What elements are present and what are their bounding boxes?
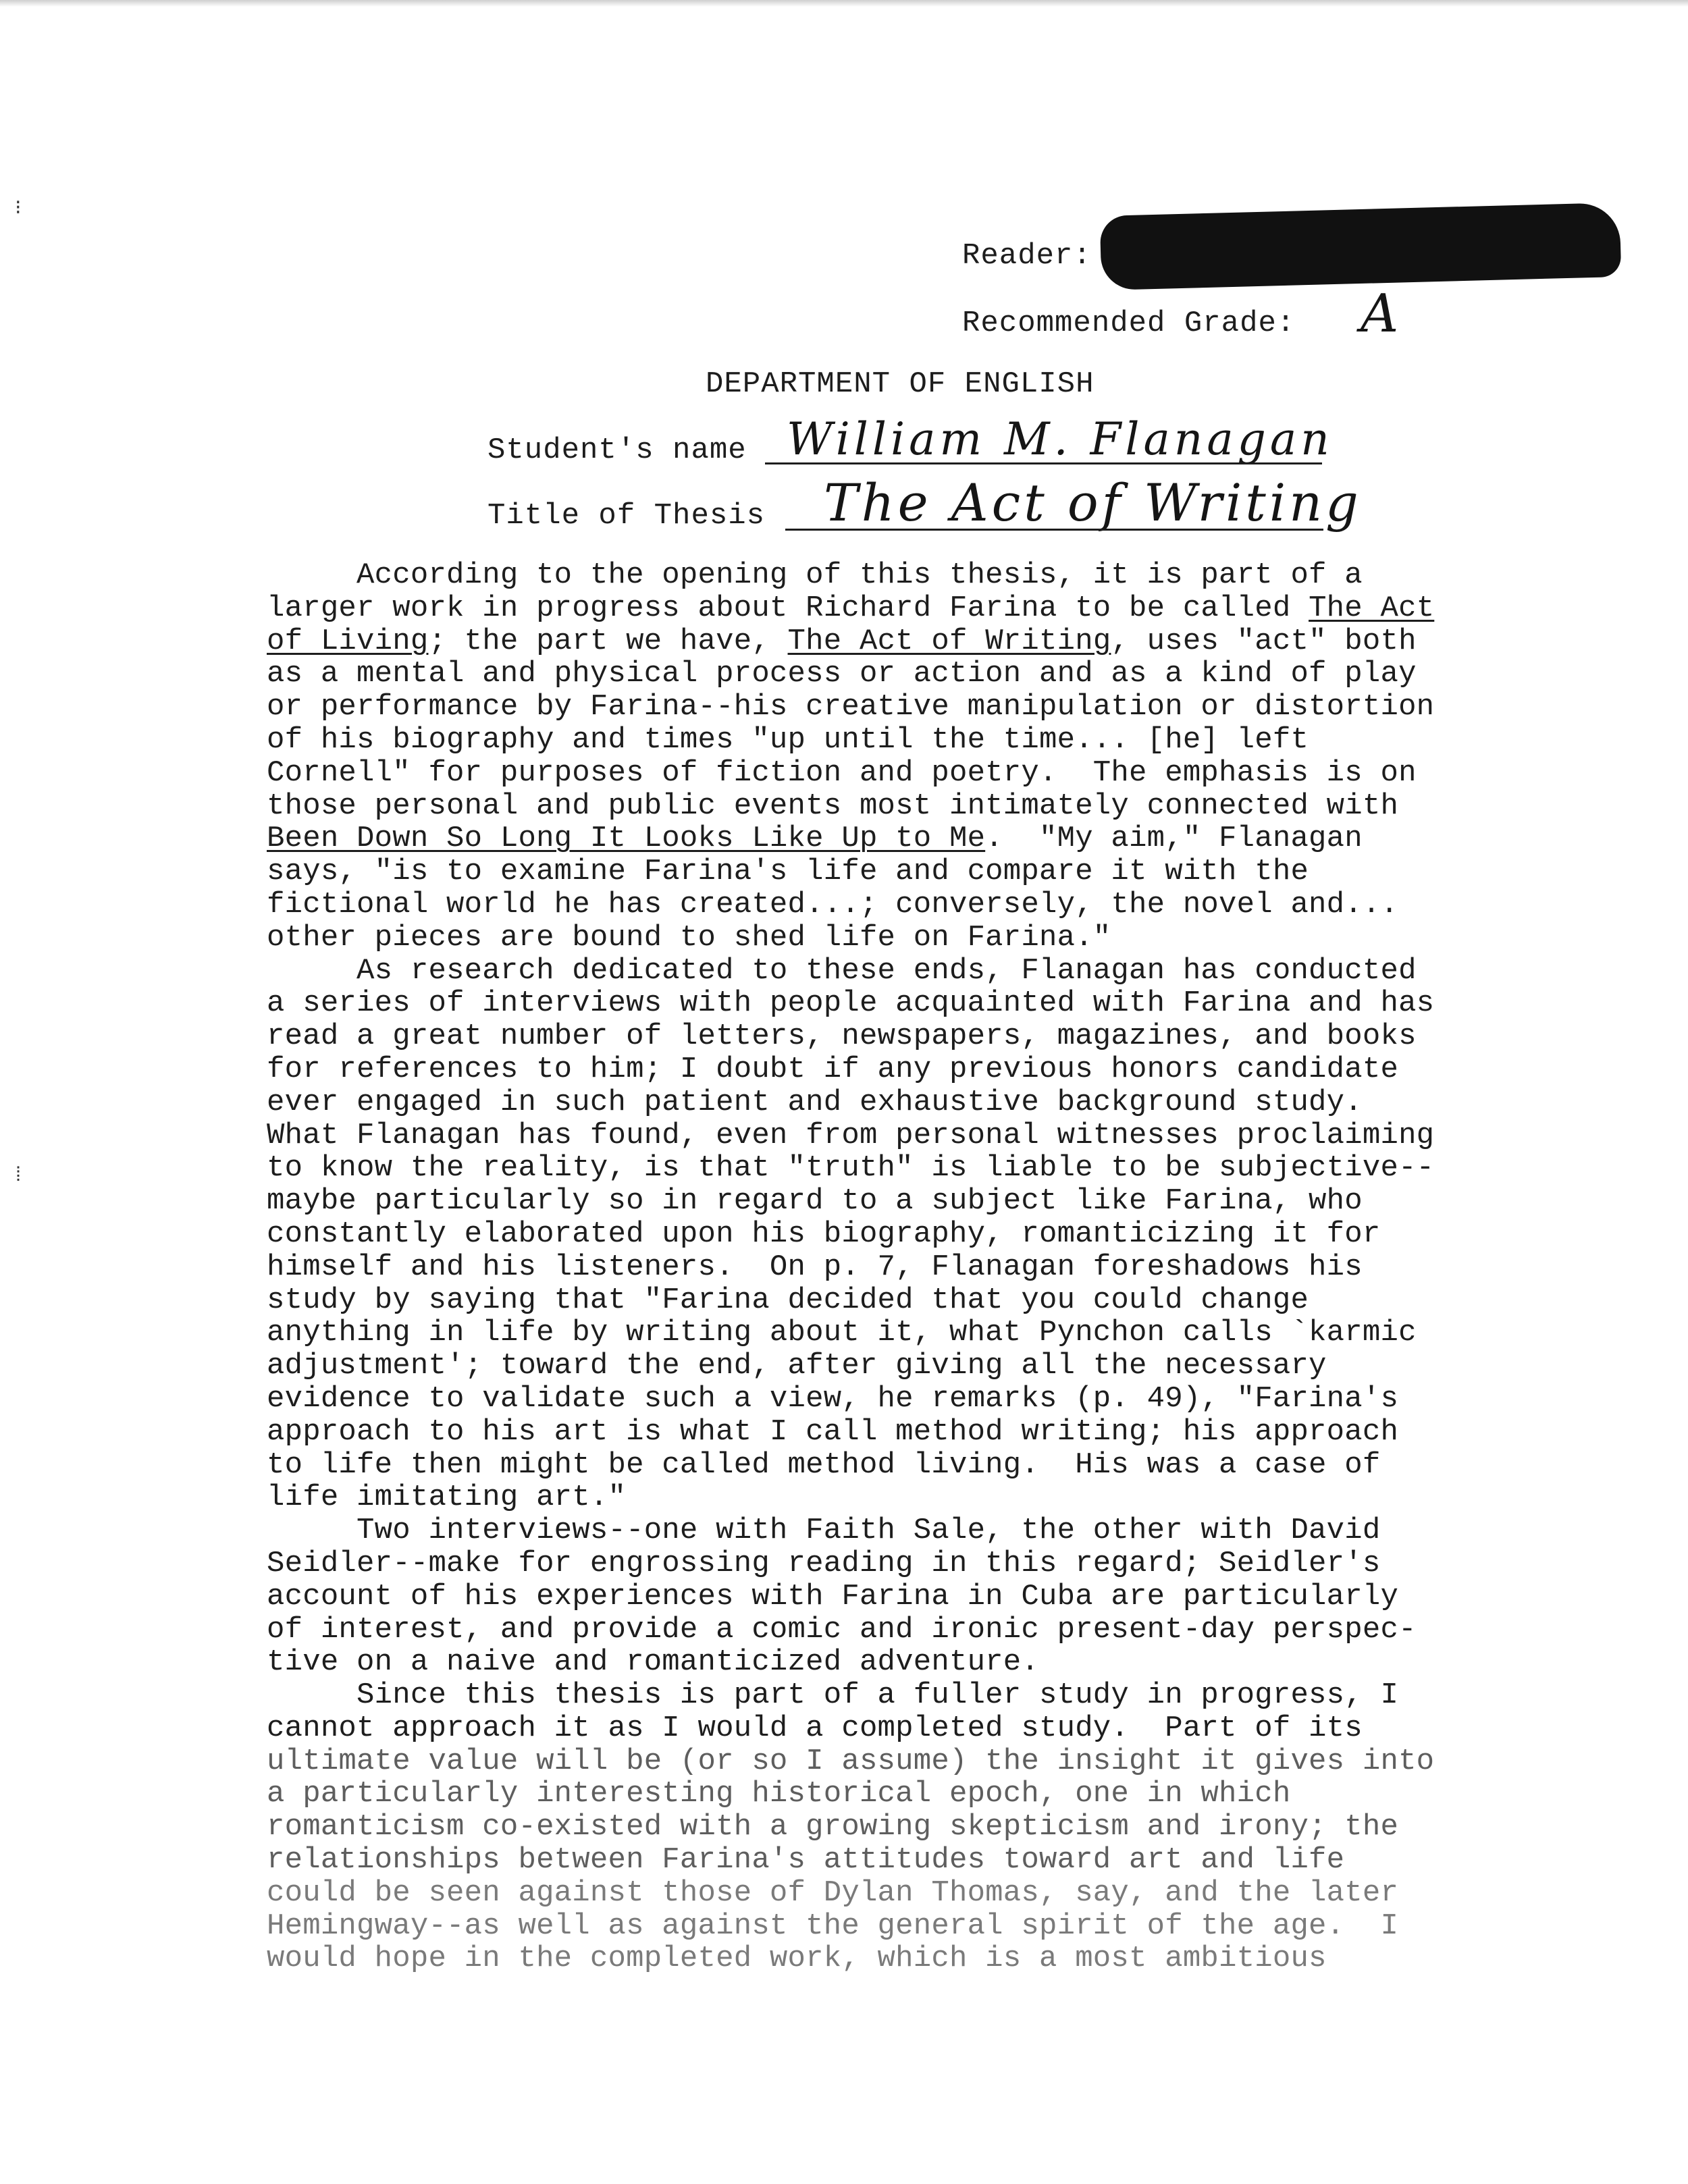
body-line <box>267 855 1563 888</box>
redacted-reader-name <box>1100 203 1622 290</box>
body-line <box>267 1712 1563 1745</box>
body-line <box>267 1942 1563 1975</box>
thesis-title-underline <box>785 529 1323 531</box>
body-text-run: approach to his art is what I call method writing; his approach <box>267 1414 1399 1449</box>
body-line <box>267 1284 1563 1317</box>
body-line <box>267 1811 1563 1844</box>
body-line <box>267 1053 1563 1086</box>
reader-label: Reader: <box>962 239 1092 273</box>
body-text-run: to know the reality, is that "truth" is liable to be subjective-- <box>267 1151 1435 1186</box>
department-heading: DEPARTMENT OF ENGLISH <box>706 367 1094 401</box>
body-text-run: or performance by Farina--his creative manipulation or distortion <box>267 690 1435 724</box>
body-text-run: ; the part we have, <box>428 624 788 658</box>
body-line <box>267 625 1563 658</box>
body-text-run: constantly elaborated upon his biography, romanticizing it for <box>267 1217 1381 1251</box>
body-line <box>267 1646 1563 1679</box>
body-line <box>267 1350 1563 1383</box>
body-line <box>267 922 1563 955</box>
body-line <box>267 1910 1563 1943</box>
grade-label: Recommended Grade: <box>962 307 1296 340</box>
body-line <box>267 955 1563 988</box>
body-text-run: maybe particularly so in regard to a subject like Farina, who <box>267 1184 1363 1219</box>
body-line <box>267 658 1563 691</box>
body-line <box>267 1020 1563 1053</box>
body-text-run: According to the opening of this thesis, it is part of a <box>267 558 1363 592</box>
body-text-run: anything in life by writing about it, what Pynchon calls `karmic <box>267 1316 1417 1350</box>
body-text-run: fictional world he has created...; conversely, the novel and... <box>267 887 1399 922</box>
body-text-run: . "My aim," Flanagan <box>985 822 1363 856</box>
body-text-run: Cornell" for purposes of fiction and poetry. The emphasis is on <box>267 755 1417 790</box>
body-line <box>267 1614 1563 1647</box>
body-text-run: as a mental and physical process or action and as a kind of play <box>267 657 1417 691</box>
report-body <box>267 559 1563 1975</box>
body-text-run: romanticism co-existed with a growing skepticism and irony; the <box>267 1810 1399 1844</box>
body-text-run: for references to him; I doubt if any previous honors candidate <box>267 1052 1399 1086</box>
body-text-run: other pieces are bound to shed life on Farina." <box>267 920 1111 955</box>
underlined-title: The Act <box>1309 591 1435 625</box>
body-text-run: ultimate value will be (or so I assume) the insight it gives into <box>267 1744 1435 1778</box>
body-line <box>267 1316 1563 1350</box>
body-text-run: study by saying that "Farina decided that you could change <box>267 1283 1309 1317</box>
body-text-run: Seidler--make for engrossing reading in this regard; Seidler's <box>267 1546 1381 1580</box>
body-line <box>267 559 1563 592</box>
body-text-run: Since this thesis is part of a fuller study in progress, I <box>267 1678 1399 1713</box>
body-line <box>267 1383 1563 1416</box>
body-line <box>267 691 1563 724</box>
body-line <box>267 1416 1563 1449</box>
body-text-run: What Flanagan has found, even from personal witnesses proclaiming <box>267 1118 1435 1152</box>
student-name-label: Student's name <box>487 433 747 467</box>
body-line <box>267 1185 1563 1218</box>
body-line <box>267 1481 1563 1514</box>
body-text-run: those personal and public events most intimately connected with <box>267 789 1399 823</box>
body-text-run: himself and his listeners. On p. 7, Flanagan foreshadows his <box>267 1250 1363 1284</box>
underlined-title: Been Down So Long It Looks Like Up to Me <box>267 822 986 856</box>
body-line <box>267 1251 1563 1284</box>
scan-speck: ⁝ <box>15 198 22 221</box>
body-text-run: relationships between Farina's attitudes toward art and life <box>267 1843 1345 1877</box>
body-line <box>267 790 1563 823</box>
student-name-underline <box>765 462 1322 464</box>
body-text-run: read a great number of letters, newspapers, magazines, and books <box>267 1019 1417 1054</box>
body-line <box>267 1119 1563 1152</box>
body-line <box>267 1580 1563 1614</box>
underlined-title: The Act of Writing <box>787 624 1111 658</box>
body-text-run: life imitating art." <box>267 1481 627 1515</box>
body-text-run: adjustment'; toward the end, after giving all the necessary <box>267 1349 1327 1383</box>
body-line <box>267 987 1563 1020</box>
body-line <box>267 1514 1563 1547</box>
scan-edge <box>0 0 1688 7</box>
body-line <box>267 1745 1563 1778</box>
body-text-run: evidence to validate such a view, he remarks (p. 49), "Farina's <box>267 1381 1399 1416</box>
body-text-run: Two interviews--one with Faith Sale, the other with David <box>267 1514 1381 1548</box>
body-text-run: a series of interviews with people acquainted with Farina and has <box>267 986 1435 1021</box>
body-text-run: to life then might be called method living. His was a case of <box>267 1447 1381 1482</box>
body-text-run: As research dedicated to these ends, Flanagan has conducted <box>267 953 1417 988</box>
grade-value: A <box>1361 284 1399 344</box>
body-text-run: ever engaged in such patient and exhaustive background study. <box>267 1085 1363 1119</box>
body-line <box>267 757 1563 790</box>
underlined-title: of Living <box>267 624 429 658</box>
body-text-run: a particularly interesting historical epoch, one in which <box>267 1777 1291 1811</box>
body-text-run: larger work in progress about Richard Farina to be called <box>267 591 1309 625</box>
body-line <box>267 888 1563 922</box>
body-line <box>267 1778 1563 1811</box>
body-text-run: would hope in the completed work, which is a most ambitious <box>267 1942 1327 1976</box>
body-line <box>267 1877 1563 1910</box>
body-text-run: cannot approach it as I would a completed study. Part of its <box>267 1711 1363 1745</box>
body-text-run: of his biography and times "up until the time... [he] left <box>267 722 1309 757</box>
thesis-title-value: The Act of Writing <box>824 473 1362 533</box>
body-line <box>267 1086 1563 1119</box>
body-line <box>267 1679 1563 1712</box>
body-text-run: Hemingway--as well as against the general spirit of the age. I <box>267 1909 1399 1943</box>
body-line <box>267 1449 1563 1482</box>
body-text-run: could be seen against those of Dylan Thomas, say, and the later <box>267 1875 1399 1910</box>
body-text-run: of interest, and provide a comic and ironic present-day perspec- <box>267 1612 1417 1647</box>
body-line <box>267 1844 1563 1877</box>
body-text-run: account of his experiences with Farina in Cuba are particularly <box>267 1579 1399 1614</box>
scan-speck: ⁞ <box>12 1165 25 1188</box>
body-line <box>267 1547 1563 1580</box>
body-line <box>267 1152 1563 1185</box>
body-line <box>267 1218 1563 1251</box>
thesis-title-label: Title of Thesis <box>487 499 766 533</box>
body-text-run: , uses "act" both <box>1111 624 1417 658</box>
body-line <box>267 822 1563 855</box>
body-line <box>267 592 1563 625</box>
body-text-run: says, "is to examine Farina's life and compare it with the <box>267 855 1309 889</box>
body-text-run: tive on a naive and romanticized adventure. <box>267 1645 1039 1680</box>
student-name-value: William M. Flanagan <box>787 413 1334 465</box>
body-line <box>267 724 1563 757</box>
